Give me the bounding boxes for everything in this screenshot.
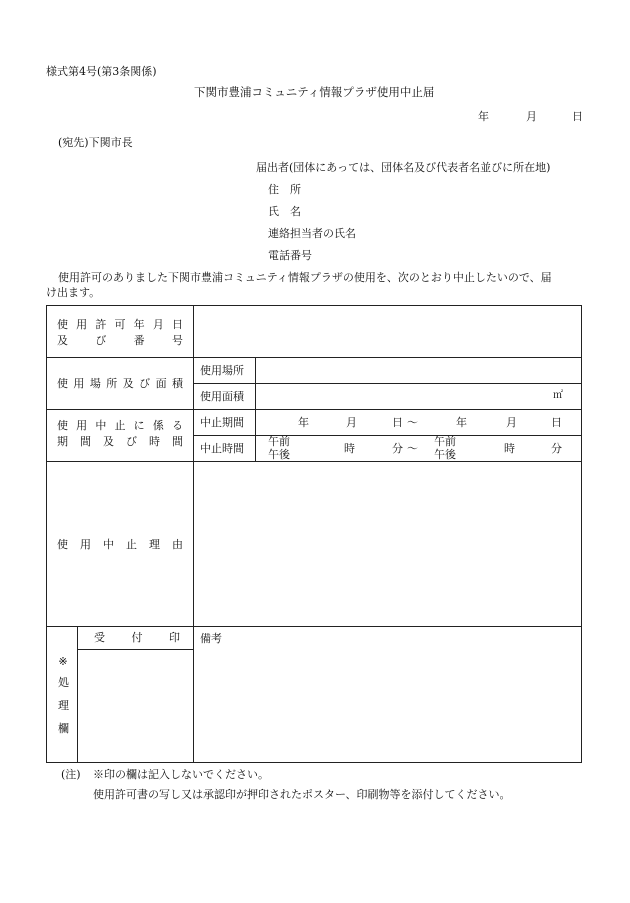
- date-year: 年: [478, 110, 489, 123]
- use-area-label: 使用面積: [200, 390, 244, 403]
- processing-char-1: 処: [58, 676, 69, 689]
- reception-line: [77, 649, 193, 650]
- period-start-day: 日: [392, 416, 403, 429]
- cancel-time-sublabel: 中止時間: [200, 442, 244, 455]
- cancel-reason-label: 使用中止理由: [57, 538, 183, 551]
- processing-col-divider: [77, 626, 78, 763]
- row-line-period: [193, 435, 582, 436]
- period-end-year: 年: [456, 416, 467, 429]
- applicant-address-label: 住 所: [268, 183, 301, 196]
- contact-person-label: 連絡担当者の氏名: [268, 227, 356, 240]
- notes-label: (注): [61, 768, 81, 781]
- permit-number-label: 及び番号: [57, 334, 183, 347]
- period-end-day: 日: [551, 416, 562, 429]
- applicant-heading: 届出者(団体にあっては、団体名及び代表者名並びに所在地): [256, 161, 551, 174]
- applicant-name-label: 氏 名: [268, 205, 301, 218]
- place-area-label: 使用場所及び面積: [57, 377, 183, 390]
- reception-stamp-label: 受付印: [94, 631, 180, 644]
- intro-line-2: け出ます。: [46, 286, 101, 299]
- form-title: 下関市豊浦コミュニティ情報プラザ使用中止届: [194, 85, 435, 99]
- date-month: 月: [526, 110, 537, 123]
- addressee: (宛先)下関市長: [58, 136, 133, 149]
- start-pm: 午後: [268, 448, 290, 461]
- start-hour: 時: [344, 442, 355, 455]
- processing-char-3: 欄: [58, 722, 69, 735]
- cancel-period-label: 使用中止に係る: [57, 419, 183, 432]
- form-number: 様式第4号(第3条関係): [46, 65, 157, 78]
- note-2: 使用許可書の写し又は承認印が押印されたポスター、印刷物等を添付してください。: [93, 788, 511, 801]
- period-start-month: 月: [346, 416, 357, 429]
- cancel-time-label: 期間及び時間: [57, 435, 183, 448]
- square-meter-unit: ㎡: [553, 390, 563, 401]
- use-place-field[interactable]: [256, 358, 581, 382]
- end-minute: 分: [551, 442, 562, 455]
- row-line-4: [46, 626, 582, 627]
- intro-line-1: 使用許可のありました下関市豊浦コミュニティ情報プラザの使用を、次のとおり中止したいので、届: [58, 271, 552, 284]
- period-start-year: 年: [298, 416, 309, 429]
- period-tilde: ～: [407, 416, 418, 429]
- phone-label: 電話番号: [268, 249, 312, 262]
- use-area-field[interactable]: [256, 384, 546, 408]
- period-end-month: 月: [506, 416, 517, 429]
- start-am: 午前: [268, 435, 290, 448]
- end-hour: 時: [504, 442, 515, 455]
- remarks-label: 備考: [200, 632, 222, 645]
- note-1: ※印の欄は記入しないでください。: [93, 768, 269, 781]
- time-tilde: ～: [407, 442, 418, 455]
- processing-char-2: 理: [58, 699, 69, 712]
- row-line-2: [46, 409, 582, 410]
- permit-date-label: 使用許可年月日: [57, 318, 183, 331]
- cancel-reason-field[interactable]: [194, 462, 581, 625]
- start-minute: 分: [392, 442, 403, 455]
- permit-date-field[interactable]: [194, 306, 581, 356]
- processing-mark: ※: [58, 655, 68, 668]
- end-am: 午前: [434, 435, 456, 448]
- date-day: 日: [572, 110, 583, 123]
- cancel-period-sublabel: 中止期間: [200, 416, 244, 429]
- use-place-label: 使用場所: [200, 364, 244, 377]
- end-pm: 午後: [434, 448, 456, 461]
